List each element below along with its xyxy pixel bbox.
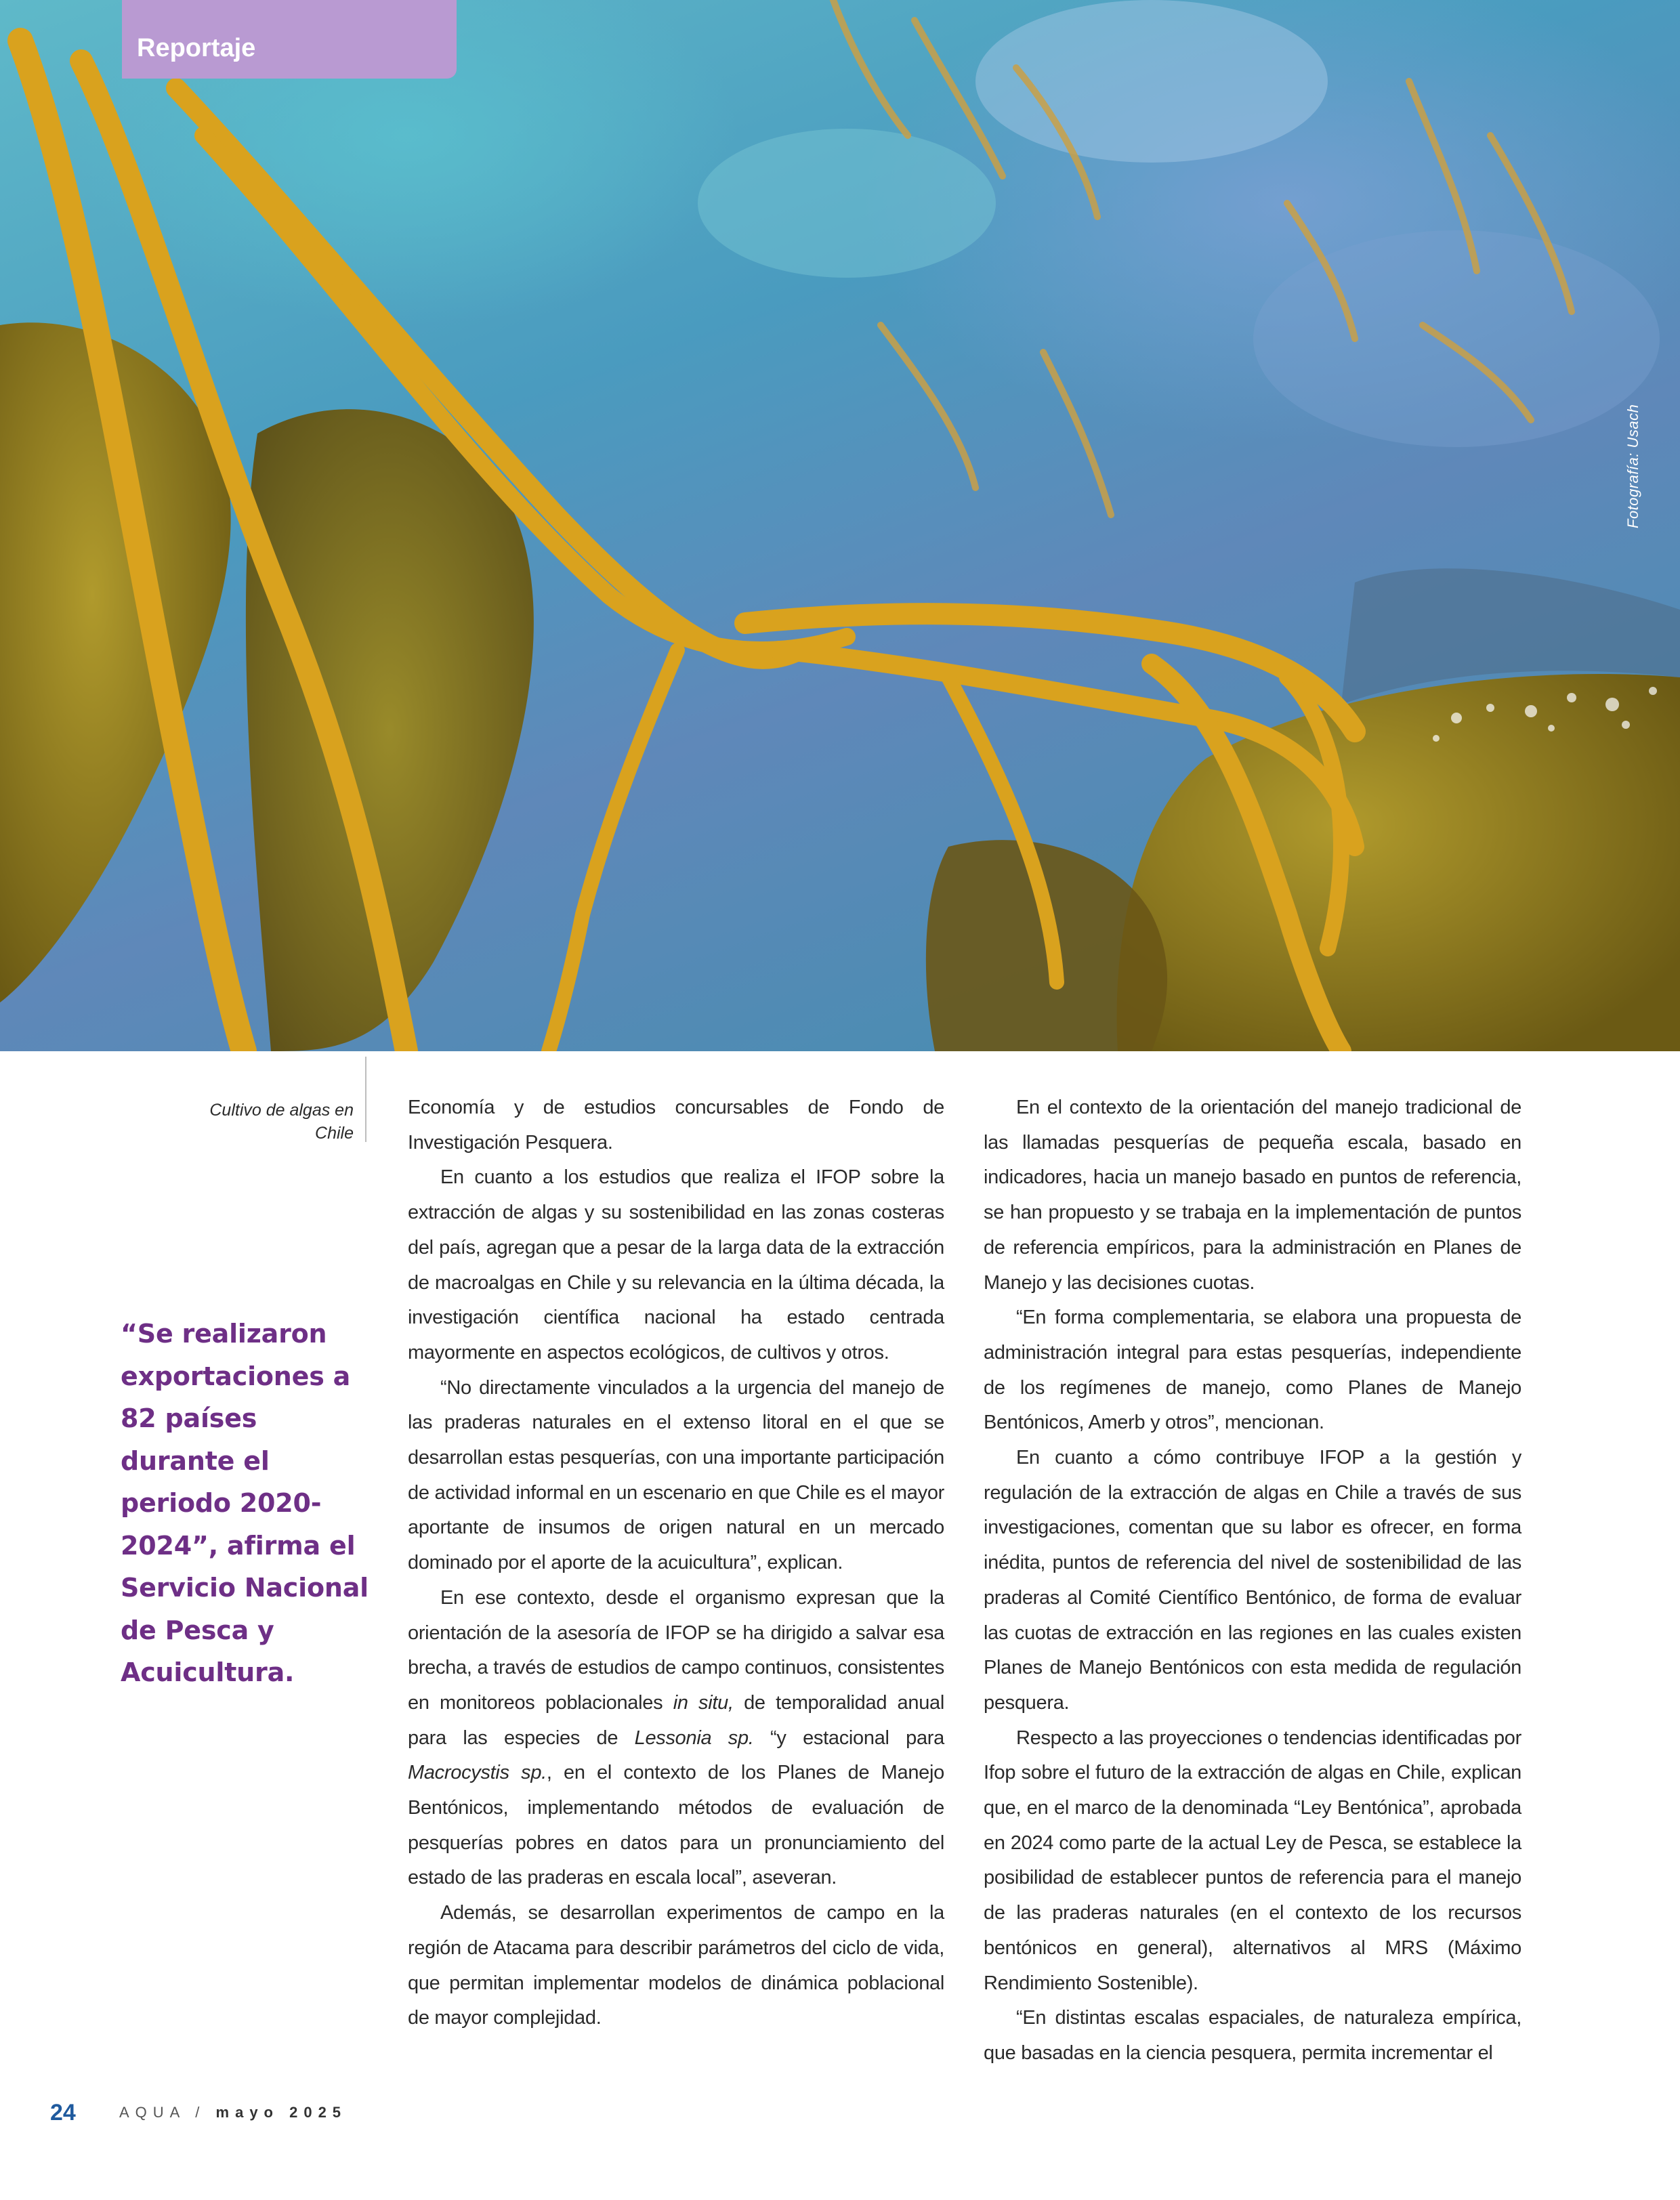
paragraph: En el contexto de la orientación del manejo tradicional de las llamadas pesquerías de pequeña escala, basado en indicadores, hacia un manejo basado en puntos de referencia, se han propuesto y se trabaja en la implementación de puntos de referencia empíricos, para la administración en Planes de Manejo y las decisiones cuotas. (984, 1097, 1521, 1294)
paragraph (408, 1581, 944, 1896)
italic-run: Macrocystis sp. (408, 1762, 547, 1784)
kelp-photo (0, 0, 1680, 1051)
magazine-footer (119, 2104, 347, 2121)
paragraph: Además, se desarrollan experimentos de campo en la región de Atacama para describir parámetros del ciclo de vida, que permitan implementar modelos de dinámica poblacional de mayor complejidad. (408, 1902, 944, 2029)
paragraph: “No directamente vinculados a la urgencia del manejo de las praderas naturales en el extenso litoral en el que se desarrollan estas pesquerías, con una importante participación de actividad informal en un escenario en que Chile es el mayor aportante de insumos de origen natural en un mercado dominado por el aporte de la acuicultura”, explican. (408, 1376, 944, 1574)
photo-caption: Cultivo de algas en Chile (209, 1101, 354, 1143)
paragraph: Economía y de estudios concursables de Fondo de Investigación Pesquera. (408, 1097, 944, 1154)
italic-run: in situ, (673, 1691, 734, 1714)
text-run: “y estacional para (753, 1727, 944, 1749)
caption-divider (365, 1057, 366, 1142)
pull-quote: “Se realizaron exportaciones a 82 países durante el periodo 2020-2024”, afirma el Servicio Nacional de Pesca y Acuicultura. (121, 1319, 369, 1687)
section-tab (122, 0, 457, 79)
photo-credit: Fotografía: Usach (1624, 404, 1641, 528)
kelp-illustration (0, 0, 1680, 1051)
footer-separator: / (195, 2104, 206, 2121)
section-label: Reportaje (137, 34, 256, 62)
italic-run: Lessonia sp. (634, 1727, 754, 1749)
magazine-name: AQUA (119, 2104, 186, 2121)
paragraph: En cuanto a cómo contribuye IFOP a la gestión y regulación de la extracción de algas en Chile a través de sus investigaciones, comentan que su labor es ofrecer, en forma inédita, puntos de referencia del nivel de sostenibilidad de las praderas al Comité Científico Bentónico, de forma de evaluar las cuotas de extracción en las regiones en las cuales existen Planes de Manejo Bentónicos con esta medida de regulación pesquera. (984, 1447, 1521, 1714)
paragraph: Respecto a las proyecciones o tendencias identificadas por Ifop sobre el futuro de la extracción de algas en Chile, explican que, en el marco de la denominada “Ley Bentónica”, aprobada en 2024 como parte de la actual Ley de Pesca, se establece la posibilidad de establecer puntos de referencia para el manejo de las praderas naturales (en el contexto de los recursos bentónicos en general), alternativos al MRS (Máximo Rendimiento Sostenible). (984, 1727, 1521, 1994)
text-run: , en el contexto de los Planes de Manejo Bentónicos, implementando métodos de evaluación de pesquerías pobres en datos para un pronunciamiento del estado de las praderas en escala local”, aseveran. (408, 1762, 944, 1889)
text-run: En ese contexto, desde el organismo expresan que la orientación de la asesoría de IFOP se ha dirigido a salvar esa brecha, a través de estudios de campo continuos, consistentes en monitoreos poblacionales (408, 1586, 944, 1714)
text-run: de temporalidad anual para las especies de (408, 1691, 944, 1749)
issue-date: mayo 2025 (215, 2104, 348, 2121)
article-column-2 (984, 1091, 1521, 2071)
paragraph: En cuanto a los estudios que realiza el IFOP sobre la extracción de algas y su sostenibilidad en las zonas costeras del país, agregan que a pesar de la larga data de la extracción de macroalgas en Chile y su relevancia en la última década, la investigación científica nacional ha estado centrada mayormente en aspectos ecológicos, de cultivos y otros. (408, 1166, 944, 1363)
paragraph: “En forma complementaria, se elabora una propuesta de administración integral para estas pesquerías, independiente de los regímenes de manejo, como Planes de Manejo Bentónicos, Amerb y otros”, mencionan. (984, 1307, 1521, 1434)
page-number: 24 (50, 2100, 76, 2125)
article-column-1 (408, 1091, 944, 2036)
paragraph: “En distintas escalas espaciales, de naturaleza empírica, que basadas en la ciencia pesquera, permita incrementar el (984, 2007, 1521, 2064)
